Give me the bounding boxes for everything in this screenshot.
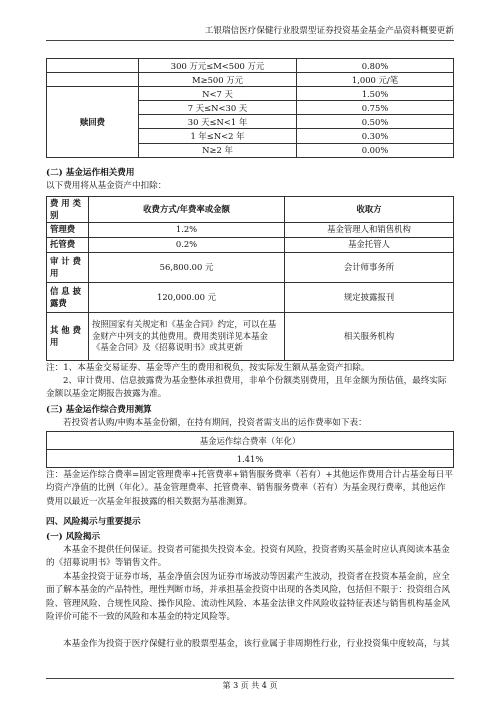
composite-fee-table bbox=[46, 431, 454, 468]
subscription-redemption-fee-table bbox=[46, 58, 454, 158]
table-row: N≥2 年 0.00% bbox=[47, 143, 454, 157]
risk-paragraph-2: 本基金投资于证券市场，基金净值会因为证券市场波动等因素产生波动，投资者在投资本基金前，应全面了解本基金的产品特性，理性判断市场，并承担基金投资中出现的各类风险，包括但不限于：投资组合风险、管理风险、合规性风险、操作风险、流动性风险、本基金法律文件风险收益特征表述与销售机构基金风险评价可能不一致的风险和本基金的特定风险等。 bbox=[46, 572, 450, 623]
table-row: 1 年≤N<2 年 0.30% bbox=[47, 129, 454, 143]
risk-subheading: (一) 风险揭示 bbox=[46, 532, 101, 542]
table-row: 7 天≤N<30 天 0.75% bbox=[47, 101, 454, 115]
ops-fee-table bbox=[46, 196, 454, 361]
table-row: 30 天≤N<1 年 0.50% bbox=[47, 115, 454, 129]
table-row: 赎回费 N<7 天 1.50% bbox=[47, 87, 454, 101]
ops-fee-note-1: 注：1、本基金交易证券、基金等产生的费用和税负，按实际发生额从基金资产扣除。 bbox=[46, 363, 370, 373]
table-row: 300 万元≤M<500 万元 0.80% bbox=[47, 59, 454, 73]
composite-note: 注：基金运作综合费率=固定管理费率+托管费率+销售服务费率（若有）+其他运作费用合计占基金每日平均资产净值的比例（年化）。基金管理费率、托管费率、销售服务费率（若有）为基金现行费率，其他运作费用以最近一次基金年报披露的相关数据为基准测算。 bbox=[46, 470, 453, 507]
risk-paragraph-3: 本基金作为投资于医疗保健行业的股票型基金，该行业属于非周期性行业，行业投资集中度较高，与其 bbox=[63, 639, 450, 649]
section-heading-composite: (三) 基金运作综合费用测算 bbox=[46, 405, 152, 415]
table-row: 审 计 费 用 56,800.00 元 会计师事务所 bbox=[47, 253, 454, 283]
table-header-row: 费 用 类 别 收费方式/年费率或金额 收取方 bbox=[47, 197, 454, 223]
table-row: 信 息 披 露费 120,000.00 元 规定披露报刊 bbox=[47, 283, 454, 313]
table-cell bbox=[47, 59, 139, 73]
risk-paragraph-1: 本基金不提供任何保证。投资者可能损失投资本金。投资有风险，投资者购买基金时应认真阅读本基金的《招募说明书》等销售文件。 bbox=[46, 545, 450, 569]
table-row: 管理费 1.2% 基金管理人和销售机构 bbox=[47, 223, 454, 238]
table-row: 托管费 0.2% 基金托管人 bbox=[47, 238, 454, 253]
table-header-row: 基金运作综合费率（年化） bbox=[47, 432, 454, 450]
table-row: 1.41% bbox=[47, 450, 454, 468]
page-number-footer: 第 3 页 共 4 页 bbox=[46, 678, 454, 692]
composite-intro: 若投资者认购/申购本基金份额，在持有期间，投资者需支出的运作费率如下表： bbox=[63, 418, 367, 428]
table-cell bbox=[47, 73, 139, 87]
redemption-fee-label: 赎回费 bbox=[47, 87, 139, 157]
running-header: 工银瑞信医疗保健行业股票型证券投资基金基金产品资料概要更新 bbox=[46, 22, 454, 41]
table-row: 其 他 费 用 按照国家有关规定和《基金合同》约定，可以在基金财产中列支的其他费用。费用类别详见本基金《基金合同》及《招募说明书》或其更新 相关服务机构 bbox=[47, 313, 454, 361]
ops-fee-intro: 以下费用将从基金资产中扣除： bbox=[46, 181, 167, 191]
table-row: M≥500 万元 1,000 元/笔 bbox=[47, 73, 454, 87]
section-heading-ops-fee: (二) 基金运作相关费用 bbox=[46, 168, 135, 178]
section-heading-risk: 四、风险揭示与重要提示 bbox=[46, 517, 141, 527]
ops-fee-note-2: 2、审计费用、信息披露费为基金整体承担费用，非单个份额类别费用，且年金额为预估值，最终实际金额以基金定期报告披露为准。 bbox=[46, 376, 447, 400]
